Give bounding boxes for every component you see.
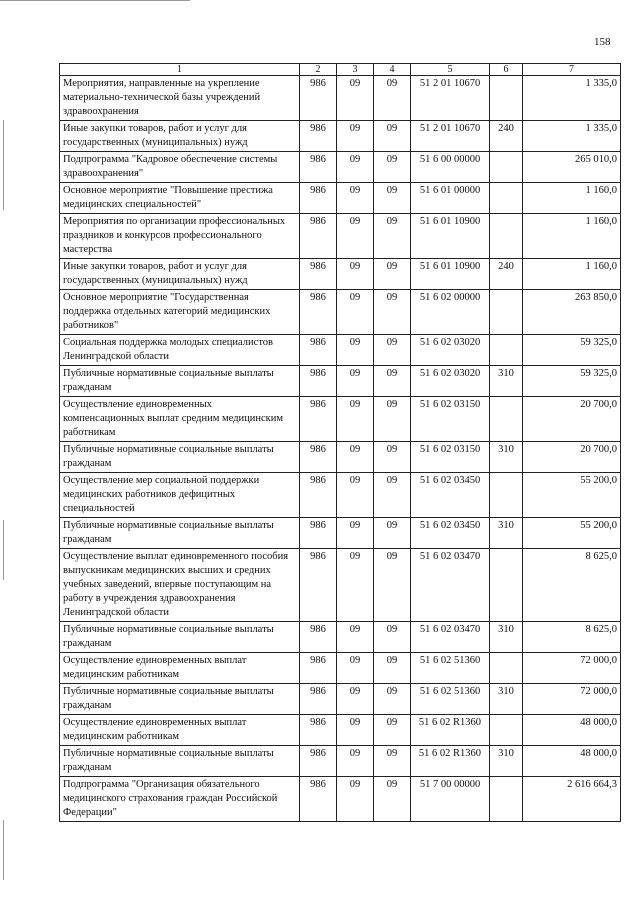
table-row bbox=[60, 183, 621, 214]
row-amount-cell: 1 335,0 bbox=[523, 76, 621, 121]
table-row bbox=[60, 290, 621, 335]
row-expense-type-cell bbox=[490, 653, 523, 684]
row-section-cell: 09 bbox=[337, 397, 374, 442]
column-header: 4 bbox=[374, 64, 411, 76]
row-section-cell: 09 bbox=[337, 746, 374, 777]
row-subsection-cell: 09 bbox=[374, 259, 411, 290]
column-header: 1 bbox=[60, 64, 300, 76]
row-target-article-cell: 51 7 00 00000 bbox=[411, 777, 490, 822]
row-expense-type-cell: 310 bbox=[490, 684, 523, 715]
table-row bbox=[60, 76, 621, 121]
row-expense-type-cell bbox=[490, 549, 523, 622]
row-name-cell: Иные закупки товаров, работ и услуг для государственных (муниципальных) нужд bbox=[60, 121, 300, 152]
row-name-cell: Иные закупки товаров, работ и услуг для государственных (муниципальных) нужд bbox=[60, 259, 300, 290]
row-name-cell: Основное мероприятие "Повышение престижа медицинских специальностей" bbox=[60, 183, 300, 214]
row-target-article-cell: 51 6 01 10900 bbox=[411, 214, 490, 259]
row-name-cell: Основное мероприятие "Государственная поддержка отдельных категорий медицинских работников" bbox=[60, 290, 300, 335]
row-grbs-cell: 986 bbox=[300, 397, 337, 442]
row-section-cell: 09 bbox=[337, 183, 374, 214]
row-grbs-cell: 986 bbox=[300, 473, 337, 518]
row-grbs-cell: 986 bbox=[300, 152, 337, 183]
row-target-article-cell: 51 6 02 03020 bbox=[411, 335, 490, 366]
row-name-cell: Публичные нормативные социальные выплаты гражданам bbox=[60, 684, 300, 715]
row-subsection-cell: 09 bbox=[374, 442, 411, 473]
table-row bbox=[60, 549, 621, 622]
row-grbs-cell: 986 bbox=[300, 653, 337, 684]
column-header: 3 bbox=[337, 64, 374, 76]
row-section-cell: 09 bbox=[337, 518, 374, 549]
row-grbs-cell: 986 bbox=[300, 746, 337, 777]
table-row bbox=[60, 259, 621, 290]
row-expense-type-cell bbox=[490, 397, 523, 442]
row-target-article-cell: 51 6 02 03150 bbox=[411, 442, 490, 473]
row-amount-cell: 72 000,0 bbox=[523, 653, 621, 684]
row-expense-type-cell bbox=[490, 335, 523, 366]
column-header: 2 bbox=[300, 64, 337, 76]
scan-edge-mark bbox=[3, 520, 4, 580]
row-subsection-cell: 09 bbox=[374, 397, 411, 442]
row-section-cell: 09 bbox=[337, 259, 374, 290]
row-name-cell: Осуществление единовременных компенсационных выплат средним медицинским работникам bbox=[60, 397, 300, 442]
table-row bbox=[60, 214, 621, 259]
row-name-cell: Осуществление единовременных выплат медицинским работникам bbox=[60, 715, 300, 746]
row-section-cell: 09 bbox=[337, 335, 374, 366]
column-header: 5 bbox=[411, 64, 490, 76]
row-expense-type-cell: 310 bbox=[490, 442, 523, 473]
row-section-cell: 09 bbox=[337, 622, 374, 653]
column-header: 7 bbox=[523, 64, 621, 76]
row-subsection-cell: 09 bbox=[374, 366, 411, 397]
row-section-cell: 09 bbox=[337, 549, 374, 622]
row-grbs-cell: 986 bbox=[300, 366, 337, 397]
row-expense-type-cell: 240 bbox=[490, 121, 523, 152]
row-subsection-cell: 09 bbox=[374, 746, 411, 777]
row-section-cell: 09 bbox=[337, 442, 374, 473]
row-name-cell: Подпрограмма "Организация обязательного медицинского страхования граждан Российской Федерации" bbox=[60, 777, 300, 822]
row-target-article-cell: 51 6 02 03020 bbox=[411, 366, 490, 397]
row-amount-cell: 1 160,0 bbox=[523, 183, 621, 214]
row-subsection-cell: 09 bbox=[374, 152, 411, 183]
row-subsection-cell: 09 bbox=[374, 335, 411, 366]
row-target-article-cell: 51 6 02 R1360 bbox=[411, 746, 490, 777]
row-target-article-cell: 51 6 02 51360 bbox=[411, 684, 490, 715]
row-target-article-cell: 51 6 02 03470 bbox=[411, 622, 490, 653]
row-subsection-cell: 09 bbox=[374, 290, 411, 335]
scan-edge-mark bbox=[3, 120, 4, 210]
table-row bbox=[60, 684, 621, 715]
row-expense-type-cell bbox=[490, 183, 523, 214]
row-target-article-cell: 51 6 02 00000 bbox=[411, 290, 490, 335]
row-amount-cell: 1 160,0 bbox=[523, 214, 621, 259]
row-grbs-cell: 986 bbox=[300, 777, 337, 822]
row-section-cell: 09 bbox=[337, 473, 374, 518]
row-expense-type-cell bbox=[490, 76, 523, 121]
row-section-cell: 09 bbox=[337, 777, 374, 822]
row-grbs-cell: 986 bbox=[300, 684, 337, 715]
row-expense-type-cell bbox=[490, 473, 523, 518]
row-section-cell: 09 bbox=[337, 214, 374, 259]
row-name-cell: Публичные нормативные социальные выплаты гражданам bbox=[60, 442, 300, 473]
row-target-article-cell: 51 6 02 R1360 bbox=[411, 715, 490, 746]
row-section-cell: 09 bbox=[337, 290, 374, 335]
row-target-article-cell: 51 6 02 03450 bbox=[411, 473, 490, 518]
row-grbs-cell: 986 bbox=[300, 259, 337, 290]
row-grbs-cell: 986 bbox=[300, 335, 337, 366]
row-subsection-cell: 09 bbox=[374, 76, 411, 121]
row-expense-type-cell bbox=[490, 715, 523, 746]
row-subsection-cell: 09 bbox=[374, 549, 411, 622]
row-name-cell: Осуществление мер социальной поддержки медицинских работников дефицитных специальностей bbox=[60, 473, 300, 518]
row-amount-cell: 263 850,0 bbox=[523, 290, 621, 335]
table-row bbox=[60, 746, 621, 777]
row-grbs-cell: 986 bbox=[300, 76, 337, 121]
row-section-cell: 09 bbox=[337, 152, 374, 183]
row-amount-cell: 8 625,0 bbox=[523, 622, 621, 653]
row-section-cell: 09 bbox=[337, 366, 374, 397]
row-target-article-cell: 51 2 01 10670 bbox=[411, 121, 490, 152]
scan-edge-mark bbox=[3, 820, 4, 880]
row-expense-type-cell: 240 bbox=[490, 259, 523, 290]
row-grbs-cell: 986 bbox=[300, 290, 337, 335]
row-amount-cell: 1 335,0 bbox=[523, 121, 621, 152]
row-name-cell: Публичные нормативные социальные выплаты гражданам bbox=[60, 746, 300, 777]
column-header: 6 bbox=[490, 64, 523, 76]
table-row bbox=[60, 777, 621, 822]
row-grbs-cell: 986 bbox=[300, 183, 337, 214]
row-grbs-cell: 986 bbox=[300, 214, 337, 259]
row-subsection-cell: 09 bbox=[374, 777, 411, 822]
row-amount-cell: 72 000,0 bbox=[523, 684, 621, 715]
row-target-article-cell: 51 6 02 03450 bbox=[411, 518, 490, 549]
table-header-row bbox=[60, 64, 621, 76]
budget-table bbox=[59, 63, 621, 822]
row-target-article-cell: 51 2 01 10670 bbox=[411, 76, 490, 121]
row-name-cell: Публичные нормативные социальные выплаты гражданам bbox=[60, 366, 300, 397]
row-expense-type-cell bbox=[490, 152, 523, 183]
row-target-article-cell: 51 6 02 03470 bbox=[411, 549, 490, 622]
row-amount-cell: 59 325,0 bbox=[523, 335, 621, 366]
row-subsection-cell: 09 bbox=[374, 653, 411, 684]
table-row bbox=[60, 442, 621, 473]
table-row bbox=[60, 366, 621, 397]
row-target-article-cell: 51 6 02 03150 bbox=[411, 397, 490, 442]
row-target-article-cell: 51 6 00 00000 bbox=[411, 152, 490, 183]
table-row bbox=[60, 121, 621, 152]
row-name-cell: Публичные нормативные социальные выплаты гражданам bbox=[60, 518, 300, 549]
table-body bbox=[60, 76, 621, 822]
table-row bbox=[60, 715, 621, 746]
row-subsection-cell: 09 bbox=[374, 121, 411, 152]
row-target-article-cell: 51 6 01 00000 bbox=[411, 183, 490, 214]
row-amount-cell: 20 700,0 bbox=[523, 397, 621, 442]
row-section-cell: 09 bbox=[337, 684, 374, 715]
table-row bbox=[60, 152, 621, 183]
row-expense-type-cell bbox=[490, 777, 523, 822]
row-subsection-cell: 09 bbox=[374, 473, 411, 518]
row-name-cell: Социальная поддержка молодых специалистов Ленинградской области bbox=[60, 335, 300, 366]
row-subsection-cell: 09 bbox=[374, 214, 411, 259]
row-grbs-cell: 986 bbox=[300, 622, 337, 653]
row-subsection-cell: 09 bbox=[374, 715, 411, 746]
table-row bbox=[60, 473, 621, 518]
row-amount-cell: 265 010,0 bbox=[523, 152, 621, 183]
row-grbs-cell: 986 bbox=[300, 715, 337, 746]
row-expense-type-cell bbox=[490, 214, 523, 259]
row-amount-cell: 59 325,0 bbox=[523, 366, 621, 397]
table-row bbox=[60, 335, 621, 366]
row-name-cell: Публичные нормативные социальные выплаты гражданам bbox=[60, 622, 300, 653]
table-row bbox=[60, 622, 621, 653]
row-expense-type-cell: 310 bbox=[490, 366, 523, 397]
row-target-article-cell: 51 6 02 51360 bbox=[411, 653, 490, 684]
row-subsection-cell: 09 bbox=[374, 684, 411, 715]
row-subsection-cell: 09 bbox=[374, 518, 411, 549]
row-expense-type-cell bbox=[490, 290, 523, 335]
row-name-cell: Осуществление единовременных выплат медицинским работникам bbox=[60, 653, 300, 684]
row-grbs-cell: 986 bbox=[300, 442, 337, 473]
row-amount-cell: 1 160,0 bbox=[523, 259, 621, 290]
row-amount-cell: 20 700,0 bbox=[523, 442, 621, 473]
row-amount-cell: 8 625,0 bbox=[523, 549, 621, 622]
row-name-cell: Мероприятия по организации профессиональных праздников и конкурсов профессионального мастерства bbox=[60, 214, 300, 259]
row-amount-cell: 48 000,0 bbox=[523, 715, 621, 746]
row-section-cell: 09 bbox=[337, 715, 374, 746]
row-amount-cell: 2 616 664,3 bbox=[523, 777, 621, 822]
row-target-article-cell: 51 6 01 10900 bbox=[411, 259, 490, 290]
table-row bbox=[60, 653, 621, 684]
row-section-cell: 09 bbox=[337, 653, 374, 684]
row-grbs-cell: 986 bbox=[300, 121, 337, 152]
scan-edge-line bbox=[0, 0, 190, 1]
row-expense-type-cell: 310 bbox=[490, 518, 523, 549]
row-grbs-cell: 986 bbox=[300, 518, 337, 549]
page-number: 158 bbox=[594, 36, 611, 48]
row-expense-type-cell: 310 bbox=[490, 622, 523, 653]
row-section-cell: 09 bbox=[337, 76, 374, 121]
table-row bbox=[60, 518, 621, 549]
row-section-cell: 09 bbox=[337, 121, 374, 152]
row-amount-cell: 48 000,0 bbox=[523, 746, 621, 777]
row-amount-cell: 55 200,0 bbox=[523, 518, 621, 549]
row-amount-cell: 55 200,0 bbox=[523, 473, 621, 518]
row-name-cell: Осуществление выплат единовременного пособия выпускникам медицинских высших и средних учебных заведений, впервые поступающим на работу в учреждения здравоохранения Ленинградской области bbox=[60, 549, 300, 622]
row-grbs-cell: 986 bbox=[300, 549, 337, 622]
row-expense-type-cell: 310 bbox=[490, 746, 523, 777]
row-subsection-cell: 09 bbox=[374, 183, 411, 214]
row-name-cell: Мероприятия, направленные на укрепление материально-технической базы учреждений здравоохранения bbox=[60, 76, 300, 121]
row-name-cell: Подпрограмма "Кадровое обеспечение системы здравоохранения" bbox=[60, 152, 300, 183]
row-subsection-cell: 09 bbox=[374, 622, 411, 653]
table-row bbox=[60, 397, 621, 442]
